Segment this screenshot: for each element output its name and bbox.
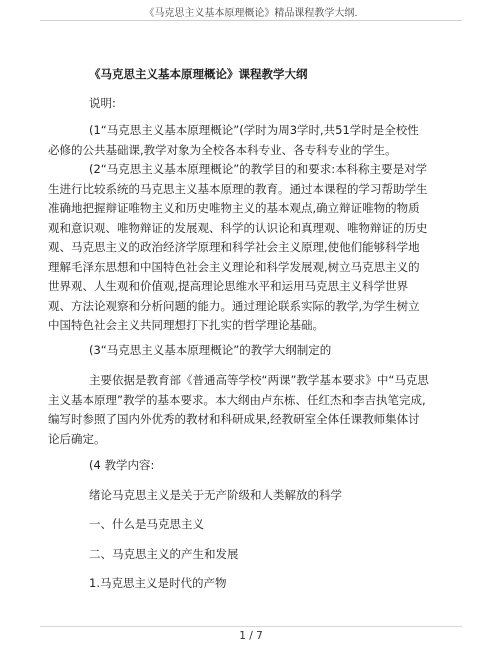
section-2-line: 生进行比较系统的马克思主义基本原理的教育。通过本课程的学习帮助学生: [48, 181, 428, 196]
item-two-text: 二、马克思主义的产生和发展: [89, 547, 239, 561]
page-number: 1 / 7: [239, 630, 263, 642]
section-1-line: 必修的公共基础课,教学对象为全校各本科专业、各专科专业的学生。: [48, 142, 397, 157]
explanation-label: [89, 94, 116, 114]
intro-line: [89, 486, 342, 506]
section-2-line: 观、方法论观察和分析问题的能力。通过理论联系实际的教学,为学生树立: [48, 298, 420, 313]
item-two: [89, 545, 239, 565]
section-3-line: 论后确定。: [48, 431, 106, 446]
section-4-heading-text: (4 教学内容:: [89, 458, 155, 472]
explanation-text: 说明:: [89, 96, 116, 110]
section-3-line: 编写时参照了国内外优秀的教材和科研成果,经教研室全体任课教师集体讨: [48, 412, 420, 426]
section-2-line: 理解毛泽东思想和中国特色社会主义理论和科学发展观,树立马克思主义的: [48, 259, 420, 274]
item-two-1: [89, 574, 226, 594]
intro-line-text: 绪论马克思主义是关于无产阶级和人类解放的科学: [89, 488, 342, 502]
item-one-text: 一、什么是马克思主义: [89, 517, 204, 531]
section-2: [48, 160, 428, 336]
section-3-line: 主要依据是教育部《普通高等学校“两课”教学基本要求》中“马克思: [89, 373, 429, 387]
page-header: 《马克思主义基本原理概论》精品课程教学大纲.: [144, 8, 358, 19]
section-2-line: 观、马克思主义的政治经济学原理和科学社会主义原理,使他们能够科学地: [48, 240, 420, 254]
section-1: [48, 121, 419, 160]
section-2-line: 准确地把握辩证唯物主义和历史唯物主义的基本观点,确立辩证唯物的物质: [48, 201, 420, 215]
section-3-line: 主义基本原理”教学的基本要求。本大纲由卢东栋、任红杰和李吉执笔完成,: [48, 392, 426, 407]
section-3-heading: [89, 341, 331, 361]
section-2-line: (2“马克思主义基本原理概论”的教学目的和要求:本科称主要是对学: [89, 162, 428, 176]
section-4-heading: [89, 456, 154, 476]
footer-divider: [40, 626, 462, 627]
section-2-line: 中国特色社会主义共同理想打下扎实的哲学理论基础。: [48, 318, 324, 332]
document-title: 《马克思主义基本原理概论》课程教学大纲: [89, 67, 308, 81]
section-2-line: 世界观、人生观和价值观,提高理论思维水平和运用马克思主义科学世界: [48, 279, 409, 293]
section-3-heading-text: (3“马克思主义基本原理概论”的教学大纲制定的: [89, 343, 332, 357]
section-3-body: [48, 371, 429, 449]
section-1-line: (1“马克思主义基本原理概论”(学时为周3学时,共51学时是全校性: [89, 123, 419, 137]
item-one: [89, 515, 204, 535]
item-two-1-text: 1.马克思主义是时代的产物: [89, 576, 227, 590]
section-2-line: 观和意识观、唯物辩证的发展观、科学的认识论和真理观、唯物辩证的历史: [48, 220, 428, 235]
header-divider: [40, 20, 462, 21]
